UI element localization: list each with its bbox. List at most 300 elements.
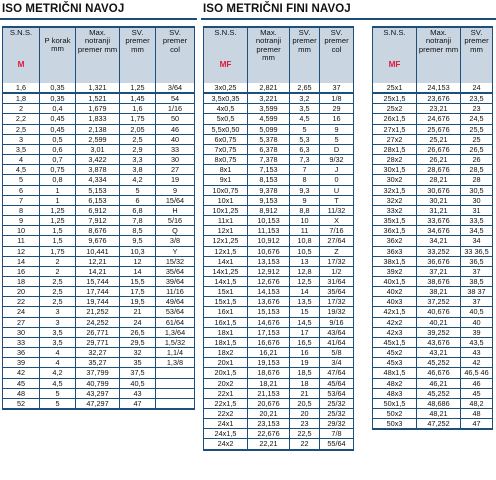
table-row	[204, 409, 354, 419]
table-cell: 28,676	[417, 165, 461, 175]
table-cell: 43	[461, 348, 493, 358]
table-cell: 30x2	[373, 175, 417, 185]
table-row	[3, 368, 195, 378]
table-row	[373, 276, 493, 286]
table-cell: 2,138	[76, 124, 120, 134]
table-cell: 5,153	[76, 185, 120, 195]
table-cell: 15,5	[120, 276, 156, 286]
table-cell: 46	[461, 378, 493, 388]
table-cell: 36x2	[373, 236, 417, 246]
table-cell: 48x2	[373, 378, 417, 388]
table-cell: 4	[40, 358, 76, 368]
table-cell: 3,5	[290, 104, 320, 114]
table-cell: 3,8	[120, 165, 156, 175]
table-cell: 10,441	[76, 246, 120, 256]
right-title-underline	[201, 18, 496, 20]
table-cell: 24x1,5	[204, 429, 248, 439]
table-cell: 0,8	[40, 175, 76, 185]
table-cell: 34,5	[461, 226, 493, 236]
table-cell: 0,7	[40, 155, 76, 165]
table-row	[3, 175, 195, 185]
table-cell: 5	[3, 175, 40, 185]
table-cell: 1	[40, 185, 76, 195]
table-cell: 14,153	[248, 287, 290, 297]
table-cell: 42x2	[373, 317, 417, 327]
table-cell: 16,676	[248, 337, 290, 347]
table-cell: 9/32	[320, 155, 354, 165]
table-row	[204, 388, 354, 398]
table-cell: 12x1,5	[204, 246, 248, 256]
table-cell: 7,912	[76, 216, 120, 226]
table-cell: 38x1,5	[373, 256, 417, 266]
table-row	[204, 368, 354, 378]
table-cell: 10	[290, 216, 320, 226]
table-cell: 47/64	[320, 368, 354, 378]
table-cell: 45/64	[320, 378, 354, 388]
table-cell: 17,744	[76, 287, 120, 297]
table-cell: 40x1,5	[373, 276, 417, 286]
table-cell: 45	[3, 378, 40, 388]
table-row	[373, 144, 493, 154]
table-cell: 9	[320, 124, 354, 134]
table-cell: 18x2	[204, 348, 248, 358]
table-cell: 42	[461, 358, 493, 368]
table-cell: 2,65	[290, 83, 320, 93]
table-cell: 12,912	[248, 266, 290, 276]
table-cell: 52	[3, 398, 40, 409]
table-row	[373, 93, 493, 104]
table-cell: 7/8	[320, 429, 354, 439]
table-cell: 8,5	[120, 226, 156, 236]
table-row	[204, 83, 354, 93]
table-cell: 30x1,5	[373, 165, 417, 175]
table-cell: 20,676	[248, 398, 290, 408]
table-cell: 1,521	[76, 93, 120, 104]
table-cell: 13,153	[248, 256, 290, 266]
table-cell: 10x1,25	[204, 205, 248, 215]
table-row	[204, 155, 354, 165]
table-cell: 40,676	[417, 307, 461, 317]
table-row	[204, 165, 354, 175]
table-cell: 40	[461, 317, 493, 327]
table-cell: 14	[290, 287, 320, 297]
table-row	[204, 205, 354, 215]
table-cell: 21	[120, 307, 156, 317]
table-cell: 45,252	[417, 358, 461, 368]
table-cell: 27/64	[320, 236, 354, 246]
table-cell: 9x1	[204, 175, 248, 185]
table-cell: 1,75	[120, 114, 156, 124]
table-row	[3, 276, 195, 286]
table-row	[3, 124, 195, 134]
table-cell: 1,5/32	[156, 337, 195, 347]
table-cell: 47	[120, 398, 156, 409]
table-cell: 17,5	[120, 287, 156, 297]
table-cell: 34	[461, 236, 493, 246]
table-cell: 19/32	[320, 307, 354, 317]
table-cell: 16	[3, 266, 40, 276]
table-cell: 40x3	[373, 297, 417, 307]
table-cell: 41/64	[320, 337, 354, 347]
table-cell: 24,252	[76, 317, 120, 327]
table-row	[3, 185, 195, 195]
table-cell: 50x3	[373, 419, 417, 430]
table-cell: 3x0,25	[204, 83, 248, 93]
table-cell: 37	[461, 266, 493, 276]
table-cell: 25x2	[373, 104, 417, 114]
table-row	[3, 378, 195, 388]
table-row	[3, 155, 195, 165]
table-cell: 8,676	[76, 226, 120, 236]
table-row	[204, 93, 354, 104]
symbol-mf: MF	[388, 60, 401, 70]
table-cell: 42x1,5	[373, 307, 417, 317]
table-cell: 48,2	[461, 398, 493, 408]
table-cell: 2	[3, 104, 40, 114]
table-cell: 22x1,5	[204, 398, 248, 408]
table-cell: 1/8	[320, 93, 354, 104]
table-cell: 3,422	[76, 155, 120, 165]
table-row	[204, 429, 354, 439]
table-cell: 39	[3, 358, 40, 368]
table-cell: 0,4	[40, 104, 76, 114]
table-row	[3, 398, 195, 409]
table-cell: 21,153	[248, 388, 290, 398]
table-row	[204, 378, 354, 388]
table-cell: 40,5	[461, 307, 493, 317]
table-cell: 4,2	[40, 368, 76, 378]
table-row	[373, 165, 493, 175]
table-cell: 31/64	[320, 276, 354, 286]
table-cell: 25,676	[417, 124, 461, 134]
table-cell: 37,252	[417, 297, 461, 307]
table-cell: 7/16	[320, 226, 354, 236]
table-cell: 48x1,5	[373, 368, 417, 378]
table-cell: 1,3/8	[156, 358, 195, 368]
table-cell: 16	[290, 348, 320, 358]
table-cell: 30,5	[461, 185, 493, 195]
table-row	[204, 439, 354, 450]
table-row	[3, 236, 195, 246]
header-drill-diameter-mm: SV. premer mm	[290, 27, 320, 83]
table-cell: 18x1	[204, 327, 248, 337]
table-cell: 47	[461, 419, 493, 430]
table-row	[373, 155, 493, 165]
table-cell: 7	[290, 165, 320, 175]
table-row	[3, 297, 195, 307]
table-cell: 15/64	[156, 195, 195, 205]
table-cell: 48	[3, 388, 40, 398]
table-cell: 12,21	[76, 256, 120, 266]
table-row	[204, 144, 354, 154]
table-cell: 25,5	[461, 124, 493, 134]
table-cell: 11	[3, 236, 40, 246]
table-cell: 45	[461, 388, 493, 398]
table-cell: 45x2	[373, 348, 417, 358]
table-cell: X	[320, 216, 354, 226]
table-row	[373, 317, 493, 327]
table-cell: 40,799	[76, 378, 120, 388]
table-cell: 10,3	[120, 246, 156, 256]
table-cell: 29,5	[120, 337, 156, 347]
table-cell: 14,21	[76, 266, 120, 276]
table-cell: H	[156, 205, 195, 215]
table-cell: 43/64	[320, 327, 354, 337]
table-cell	[156, 388, 195, 398]
table-cell: 35/64	[320, 287, 354, 297]
table-cell: 48x3	[373, 388, 417, 398]
table-cell: 1,45	[120, 93, 156, 104]
table-cell: 19,153	[248, 358, 290, 368]
table-cell: 0	[320, 175, 354, 185]
table-cell: 53/64	[320, 388, 354, 398]
table-cell: 54	[156, 93, 195, 104]
table-cell: 22,21	[248, 439, 290, 450]
table-row	[373, 297, 493, 307]
header-sns: S.N.S. MF	[204, 27, 248, 83]
table-cell: 16x1,5	[204, 317, 248, 327]
table-cell: 3,5x0,35	[204, 93, 248, 104]
table-cell: 5,099	[248, 124, 290, 134]
table-row	[204, 134, 354, 144]
table-row	[204, 236, 354, 246]
table-row	[204, 276, 354, 286]
table-cell: 14x1,5	[204, 276, 248, 286]
table-cell: 14	[3, 256, 40, 266]
table-cell: 45x1,5	[373, 337, 417, 347]
table-cell: 24	[3, 307, 40, 317]
table-cell: 1,833	[76, 114, 120, 124]
table-cell: 55/64	[320, 439, 354, 450]
table-cell: 23,676	[417, 93, 461, 104]
table-row	[204, 398, 354, 408]
table-cell: 28	[461, 175, 493, 185]
table-row	[3, 195, 195, 205]
table-cell: 32x1,5	[373, 185, 417, 195]
table-cell: 37,5	[120, 368, 156, 378]
table-cell: 16x1	[204, 307, 248, 317]
table-cell: 5	[320, 134, 354, 144]
table-cell: 17	[290, 327, 320, 337]
left-section-title: ISO METRIČNI NAVOJ	[2, 3, 125, 15]
table-row	[373, 307, 493, 317]
header-drill-diameter-inch: SV. premer col	[320, 27, 354, 83]
table-cell: 12,5	[290, 276, 320, 286]
table-cell: 46	[156, 124, 195, 134]
header-max-inner-diameter: Max. notranji premer mm	[76, 27, 120, 83]
table-cell: 37,21	[417, 266, 461, 276]
table-cell: 20x1,5	[204, 368, 248, 378]
table-cell: 1,8	[3, 93, 40, 104]
table-cell: 22,5	[290, 429, 320, 439]
table-cell: 8x0,75	[204, 155, 248, 165]
table-cell: 5	[40, 388, 76, 398]
table-cell: 42x3	[373, 327, 417, 337]
table-row	[373, 104, 493, 114]
table-cell: 46,676	[417, 368, 461, 378]
table-cell: 23,5	[461, 93, 493, 104]
table-cell: 6	[3, 185, 40, 195]
table-cell: 49/64	[156, 297, 195, 307]
table-row	[373, 378, 493, 388]
table-cell: 1	[40, 195, 76, 205]
table-cell: 34,676	[417, 226, 461, 236]
table-row	[204, 307, 354, 317]
table-cell: 15,744	[76, 276, 120, 286]
table-cell: 18,21	[248, 378, 290, 388]
table-cell: 2,05	[120, 124, 156, 134]
table-row	[204, 195, 354, 205]
table-cell: 1,321	[76, 83, 120, 93]
table-cell: 27	[156, 165, 195, 175]
table-cell: 31	[461, 205, 493, 215]
table-row	[3, 388, 195, 398]
table-cell: 4,599	[248, 114, 290, 124]
table-cell: 30	[461, 195, 493, 205]
table-cell: 48	[461, 409, 493, 419]
table-cell: 14	[120, 266, 156, 276]
table-cell: 5/16	[156, 216, 195, 226]
table-cell: 22	[290, 439, 320, 450]
table-cell: 8x1	[204, 165, 248, 175]
table-row	[204, 246, 354, 256]
table-row	[204, 266, 354, 276]
table-cell: 23	[290, 419, 320, 429]
table-cell: T	[320, 195, 354, 205]
table-cell: 10,912	[248, 236, 290, 246]
table-cell: 53/64	[156, 307, 195, 317]
table-row	[204, 104, 354, 114]
header-max-inner-diameter: Max. notranji premer mm	[248, 27, 290, 83]
table-cell: 8	[3, 205, 40, 215]
table-cell: 32x2	[373, 195, 417, 205]
table-cell: 43,5	[461, 337, 493, 347]
table-cell: 47,252	[417, 419, 461, 430]
table-cell: 4x0,5	[204, 104, 248, 114]
table-row	[373, 388, 493, 398]
table-cell: 4,334	[76, 175, 120, 185]
header-drill-diameter-mm: SV. premer mm	[120, 27, 156, 83]
table-cell: 12,8	[290, 266, 320, 276]
table-cell: 5,3	[290, 134, 320, 144]
table-cell: 36x3	[373, 246, 417, 256]
table-cell: 7x0,75	[204, 144, 248, 154]
right-section-title: ISO METRIČNI FINI NAVOJ	[203, 3, 351, 15]
table-cell: 12	[3, 246, 40, 256]
table-cell: 10,5	[290, 246, 320, 256]
table-cell: 37	[320, 83, 354, 93]
table-row	[3, 287, 195, 297]
table-row	[373, 134, 493, 144]
table-row	[373, 419, 493, 430]
table-cell: 11	[290, 226, 320, 236]
table-row	[3, 226, 195, 236]
table-cell: 0,6	[40, 144, 76, 154]
table-cell: 3,01	[76, 144, 120, 154]
table-cell: 26x1,5	[373, 114, 417, 124]
table-cell: 2	[40, 256, 76, 266]
table-cell: 10,153	[248, 216, 290, 226]
table-cell: 36	[3, 348, 40, 358]
table-cell: 28x1,5	[373, 144, 417, 154]
table-cell: 12	[120, 256, 156, 266]
table-cell: 7,8	[120, 216, 156, 226]
table-row	[373, 337, 493, 347]
table-cell: 27x1,5	[373, 124, 417, 134]
table-cell: 45,252	[417, 388, 461, 398]
table-cell: 18,676	[248, 368, 290, 378]
table-cell: 48,21	[417, 409, 461, 419]
table-row	[204, 348, 354, 358]
table-row	[373, 175, 493, 185]
table-row	[3, 246, 195, 256]
table-row	[3, 317, 195, 327]
header-sns: S.N.S. M	[3, 27, 40, 83]
table-cell: 3/4	[320, 358, 354, 368]
table-cell: 5	[290, 124, 320, 134]
table-cell: 28,5	[461, 165, 493, 175]
table-cell: 21	[290, 388, 320, 398]
symbol-mf: MF	[219, 60, 232, 70]
table-cell: 17,153	[248, 327, 290, 337]
table-cell: 12x1	[204, 226, 248, 236]
table-cell: 43,297	[76, 388, 120, 398]
table-cell: 6	[120, 195, 156, 205]
table-cell: 6,3	[290, 144, 320, 154]
table-cell: 36,5	[461, 256, 493, 266]
table-cell: 19,744	[76, 297, 120, 307]
table-cell: 7,3	[290, 155, 320, 165]
table-cell: 1,25	[40, 205, 76, 215]
table-cell: 13	[290, 256, 320, 266]
table-cell: 7,378	[248, 155, 290, 165]
table-cell: 26,676	[417, 144, 461, 154]
table-row	[373, 287, 493, 297]
table-cell: 38 37	[461, 287, 493, 297]
table-row	[3, 83, 195, 93]
table-cell: 25/32	[320, 398, 354, 408]
table-cell: 2,9	[120, 144, 156, 154]
table-cell: 0,35	[40, 83, 76, 93]
table-cell: 8,8	[290, 205, 320, 215]
table-cell: Q	[156, 226, 195, 236]
table-cell: 12x1,25	[204, 236, 248, 246]
table-cell: 9,378	[248, 185, 290, 195]
table-row	[3, 358, 195, 368]
table-cell: 3/64	[156, 83, 195, 93]
table-cell: 33,5	[461, 216, 493, 226]
table-cell: 1,25	[40, 216, 76, 226]
table-cell: 4,5	[40, 378, 76, 388]
table-cell: 18,5	[290, 368, 320, 378]
iso-metric-fine-thread-table-1	[203, 26, 354, 451]
table-cell: 2,5	[40, 287, 76, 297]
table-row	[373, 226, 493, 236]
table-cell: 11x1	[204, 216, 248, 226]
table-row	[373, 195, 493, 205]
table-cell: 39x2	[373, 266, 417, 276]
table-cell: 24,5	[461, 114, 493, 124]
table-cell: 0,5	[40, 134, 76, 144]
table-cell: 20,21	[248, 409, 290, 419]
table-row	[204, 124, 354, 134]
table-cell: 24	[461, 83, 493, 93]
table-cell: 43,21	[417, 348, 461, 358]
table-cell: 3	[3, 134, 40, 144]
table-cell: 1/16	[156, 104, 195, 114]
table-cell: 5	[120, 185, 156, 195]
table-cell: 28,21	[417, 175, 461, 185]
